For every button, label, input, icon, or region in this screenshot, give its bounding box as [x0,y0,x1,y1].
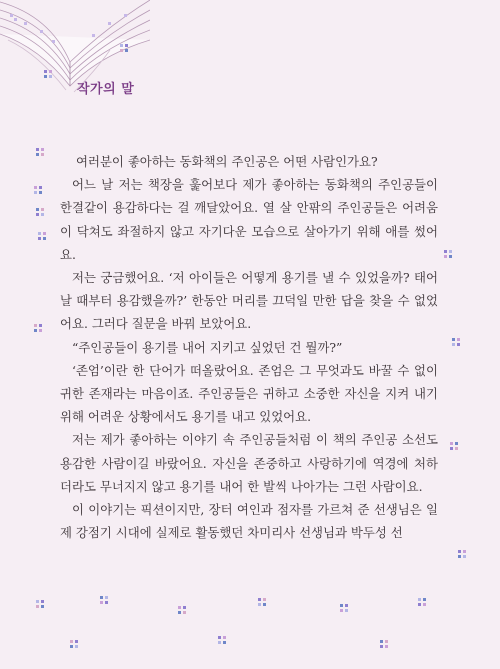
paragraph: 저는 궁금했어요. ‘저 아이들은 어떻게 용기를 낼 수 있었을까? 태어날 때부터 용감했을까?’ 한동안 머리를 끄덕일 만한 답을 찾을 수 없었어요. 그러다 질문을 바꿔 보았어요. [60,270,438,332]
paragraph: 저는 제가 좋아하는 이야기 속 주인공들처럼 이 책의 주인공 소선도 용감한 사람이길 바랐어요. 자신을 존중하고 사랑하기에 역경에 처하더라도 무너지지 않고 용기를 내어 한 발씩 나아가는 그런 사람이요. [60,432,438,494]
body-text [60,150,438,544]
paragraph: 여러분이 좋아하는 동화책의 주인공은 어떤 사람인가요? [76,154,378,169]
paragraph: ‘존엄’이란 한 단어가 떠올랐어요. 존엄은 그 무엇과도 바꿀 수 없이 귀한 존재라는 마음이죠. 주인공들은 귀하고 소중한 자신을 지켜 내기 위해 어려운 상황에서도 용기를 내고 있었어요. [60,362,438,425]
page-title: 작가의 말 [77,82,135,97]
paragraph: 이 이야기는 픽션이지만, 장터 여인과 점자를 가르쳐 준 선생님은 일제 강점기 시대에 실제로 활동했던 차미리사 선생님과 박두성 선 [60,502,438,541]
open-book-corner-icon [0,0,150,120]
paragraph: “주인공들이 용기를 내어 지키고 싶었던 건 뭘까?” [72,339,343,355]
paragraph: 어느 날 저는 책장을 훑어보다 제가 좋아하는 동화책의 주인공들이 한결같이 용감하다는 걸 깨달았어요. 열 살 안팎의 주인공들은 어려움이 닥쳐도 좌절하지 않고 자기다운 모습으로 살아가기 위해 애를 썼어요. [60,177,438,262]
